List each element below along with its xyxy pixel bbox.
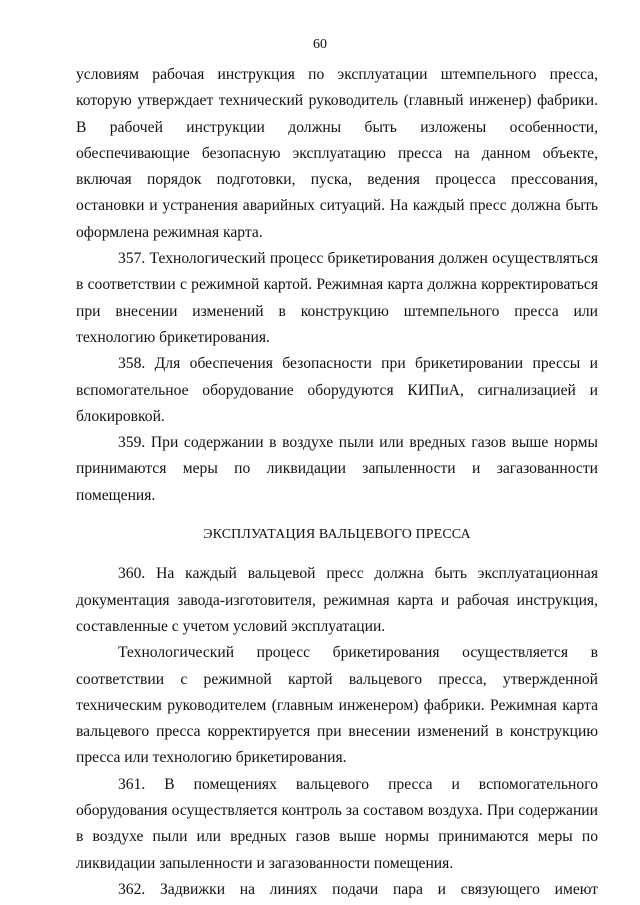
paragraph-357: 357. Технологический процесс брикетирования должен осуществляться в соответствии с режимной картой. Режимная карта должна корректироваться при внесении изменений в конструкцию штемпельного пресса или технологию брикетирования. <box>76 250 598 346</box>
paragraph-362: 362. Задвижки на линиях подачи пара и связующего имеют <box>118 880 598 898</box>
document-body <box>76 62 598 903</box>
paragraph-360-continued: Технологический процесс брикетирования осуществляется в соответствии с режимной картой вальцевого пресса, утвержденной техническим руководителем (главным инженером) фабрики. Режимная карта вальцевого пресса корректируется при внесении изменений в конструкцию пресса или технологию брикетирования. <box>76 644 598 767</box>
paragraph-continuation: условиям рабочая инструкция по эксплуатации штемпельного пресса, которую утверждает технический руководитель (главный инженер) фабрики. В рабочей инструкции должны быть изложены особенности, обеспечивающие безопасную эксплуатацию пресса на данном объекте, включая порядок подготовки, пуска, ведения процесса прессования, остановки и устранения аварийных ситуаций. На каждый пресс должна быть оформлена режимная карта. <box>76 66 598 241</box>
page-number: 60 <box>313 37 327 52</box>
paragraph-360: 360. На каждый вальцевой пресс должна быть эксплуатационная документация завода-изготовителя, режимная карта и рабочая инструкция, составленные с учетом условий эксплуатации. <box>76 565 598 635</box>
section-heading: ЭКСПЛУАТАЦИЯ ВАЛЬЦЕВОГО ПРЕССА <box>203 527 471 543</box>
paragraph-361: 361. В помещениях вальцевого пресса и вспомогательного оборудования осуществляется контроль за составом воздуха. При содержании в воздухе пыли или вредных газов выше нормы принимаются меры по ликвидации запыленности и загазованности помещения. <box>76 775 598 872</box>
paragraph-358: 358. Для обеспечения безопасности при брикетировании прессы и вспомогательное оборудование оборудуются КИПиА, сигнализацией и блокировкой. <box>76 355 598 425</box>
paragraph-359: 359. При содержании в воздухе пыли или вредных газов выше нормы принимаются меры по ликвидации запыленности и загазованности помещения. <box>76 434 598 504</box>
